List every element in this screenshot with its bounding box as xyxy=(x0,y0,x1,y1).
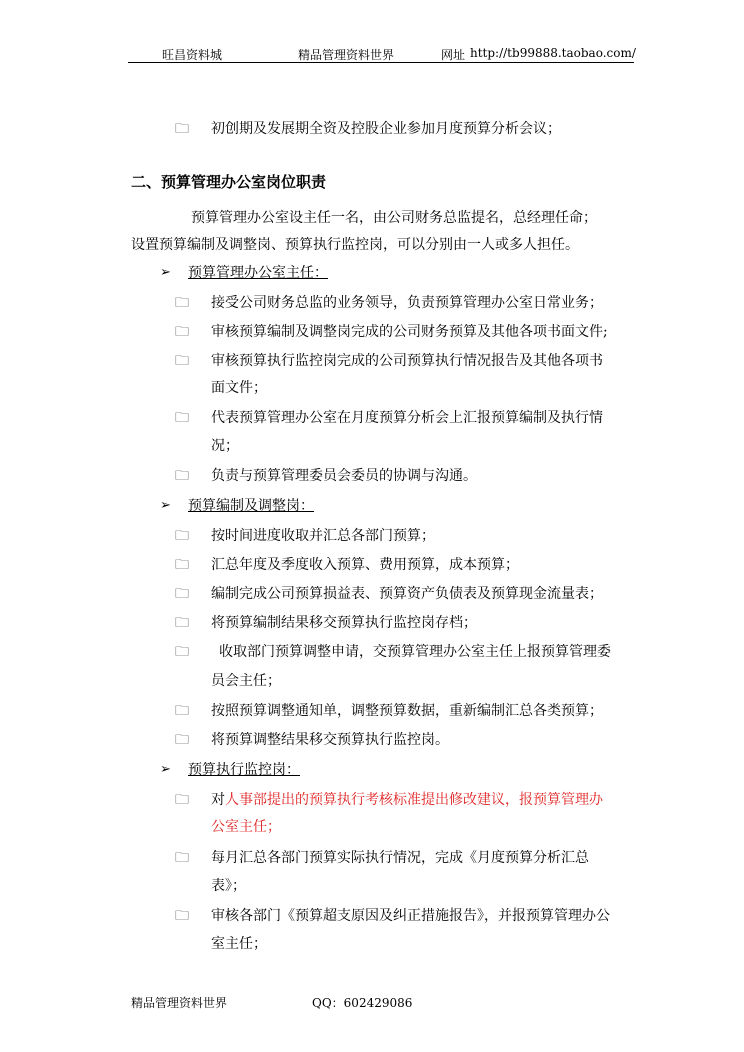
folder-icon: 🗀 xyxy=(175,528,189,544)
list-item: 审核预算执行监控岗完成的公司预算执行情况报告及其他各项书 xyxy=(211,353,603,369)
header-url[interactable]: http://tb99888.taobao.com/ xyxy=(470,46,636,60)
header-center: 精品管理资料世界 xyxy=(298,48,395,62)
arrow-icon: ➢ xyxy=(160,498,171,513)
list-item: 按时间进度收取并汇总各部门预算； xyxy=(211,528,435,544)
list-item-prefix: 对 xyxy=(211,792,225,808)
arrow-icon: ➢ xyxy=(160,265,171,280)
folder-icon: 🗀 xyxy=(175,644,189,660)
list-item-continuation: 面文件； xyxy=(211,380,267,396)
subsection-title-monitor: 预算执行监控岗： xyxy=(188,762,300,778)
list-item-continuation: 况； xyxy=(211,438,239,454)
subsection-title-director: 预算管理办公室主任： xyxy=(188,265,328,281)
list-item-continuation: 室主任； xyxy=(211,936,267,952)
list-item: 汇总年度及季度收入预算、费用预算，成本预算； xyxy=(211,557,519,573)
footer-left: 精品管理资料世界 xyxy=(131,996,228,1010)
header-left: 旺昌资料城 xyxy=(162,48,223,62)
list-item: 编制完成公司预算损益表、预算资产负债表及预算现金流量表； xyxy=(211,586,603,602)
folder-icon: 🗀 xyxy=(175,792,189,808)
list-item: 将预算编制结果移交预算执行监控岗存档； xyxy=(211,615,477,631)
list-item: 每月汇总各部门预算实际执行情况，完成《月度预算分析汇总 xyxy=(211,850,589,866)
folder-icon: 🗀 xyxy=(175,850,189,866)
folder-icon: 🗀 xyxy=(175,353,189,369)
folder-icon: 🗀 xyxy=(175,410,189,426)
section-title: 二、预算管理办公室岗位职责 xyxy=(131,173,327,191)
list-item: 接受公司财务总监的业务领导，负责预算管理办公室日常业务； xyxy=(211,295,603,311)
folder-icon: 🗀 xyxy=(175,703,189,719)
folder-icon: 🗀 xyxy=(175,732,189,748)
list-item: 审核预算编制及调整岗完成的公司财务预算及其他各项书面文件; xyxy=(211,324,608,340)
list-item: 将预算调整结果移交预算执行监控岗。 xyxy=(211,732,449,748)
folder-icon: 🗀 xyxy=(175,557,189,573)
list-item: 收取部门预算调整申请，交预算管理办公室主任上报预算管理委 xyxy=(219,644,611,660)
list-item: 按照预算调整通知单，调整预算数据，重新编制汇总各类预算； xyxy=(211,703,603,719)
list-item-continuation: 员会主任； xyxy=(211,673,281,689)
highlighted-text: 人事部提出的预算执行考核标准提出修改建议，报预算管理办 xyxy=(225,792,603,808)
highlighted-text-continuation: 公室主任； xyxy=(211,819,281,835)
list-item: 负责与预算管理委员会委员的协调与沟通。 xyxy=(211,468,477,484)
paragraph-line-2: 设置预算编制及调整岗、预算执行监控岗，可以分别由一人或多人担任。 xyxy=(131,237,579,253)
folder-icon: 🗀 xyxy=(175,324,189,340)
list-item: 初创期及发展期全资及控股企业参加月度预算分析会议； xyxy=(211,121,561,137)
header-site-label: 网址 xyxy=(441,48,466,62)
folder-icon: 🗀 xyxy=(175,468,189,484)
list-item: 代表预算管理办公室在月度预算分析会上汇报预算编制及执行情 xyxy=(211,410,603,426)
footer-qq: QQ：602429086 xyxy=(312,996,413,1010)
folder-icon: 🗀 xyxy=(175,615,189,631)
list-item-continuation: 表》； xyxy=(211,878,246,894)
folder-icon: 🗀 xyxy=(175,121,189,137)
folder-icon: 🗀 xyxy=(175,586,189,602)
list-item xyxy=(211,790,603,810)
paragraph-line-1: 预算管理办公室设主任一名，由公司财务总监提名，总经理任命； xyxy=(191,210,597,226)
list-item: 审核各部门《预算超支原因及纠正措施报告》，并报预算管理办公 xyxy=(211,908,610,924)
folder-icon: 🗀 xyxy=(175,295,189,311)
arrow-icon: ➢ xyxy=(160,762,171,777)
folder-icon: 🗀 xyxy=(175,908,189,924)
subsection-title-compile: 预算编制及调整岗： xyxy=(188,498,314,514)
page-header xyxy=(128,40,634,63)
